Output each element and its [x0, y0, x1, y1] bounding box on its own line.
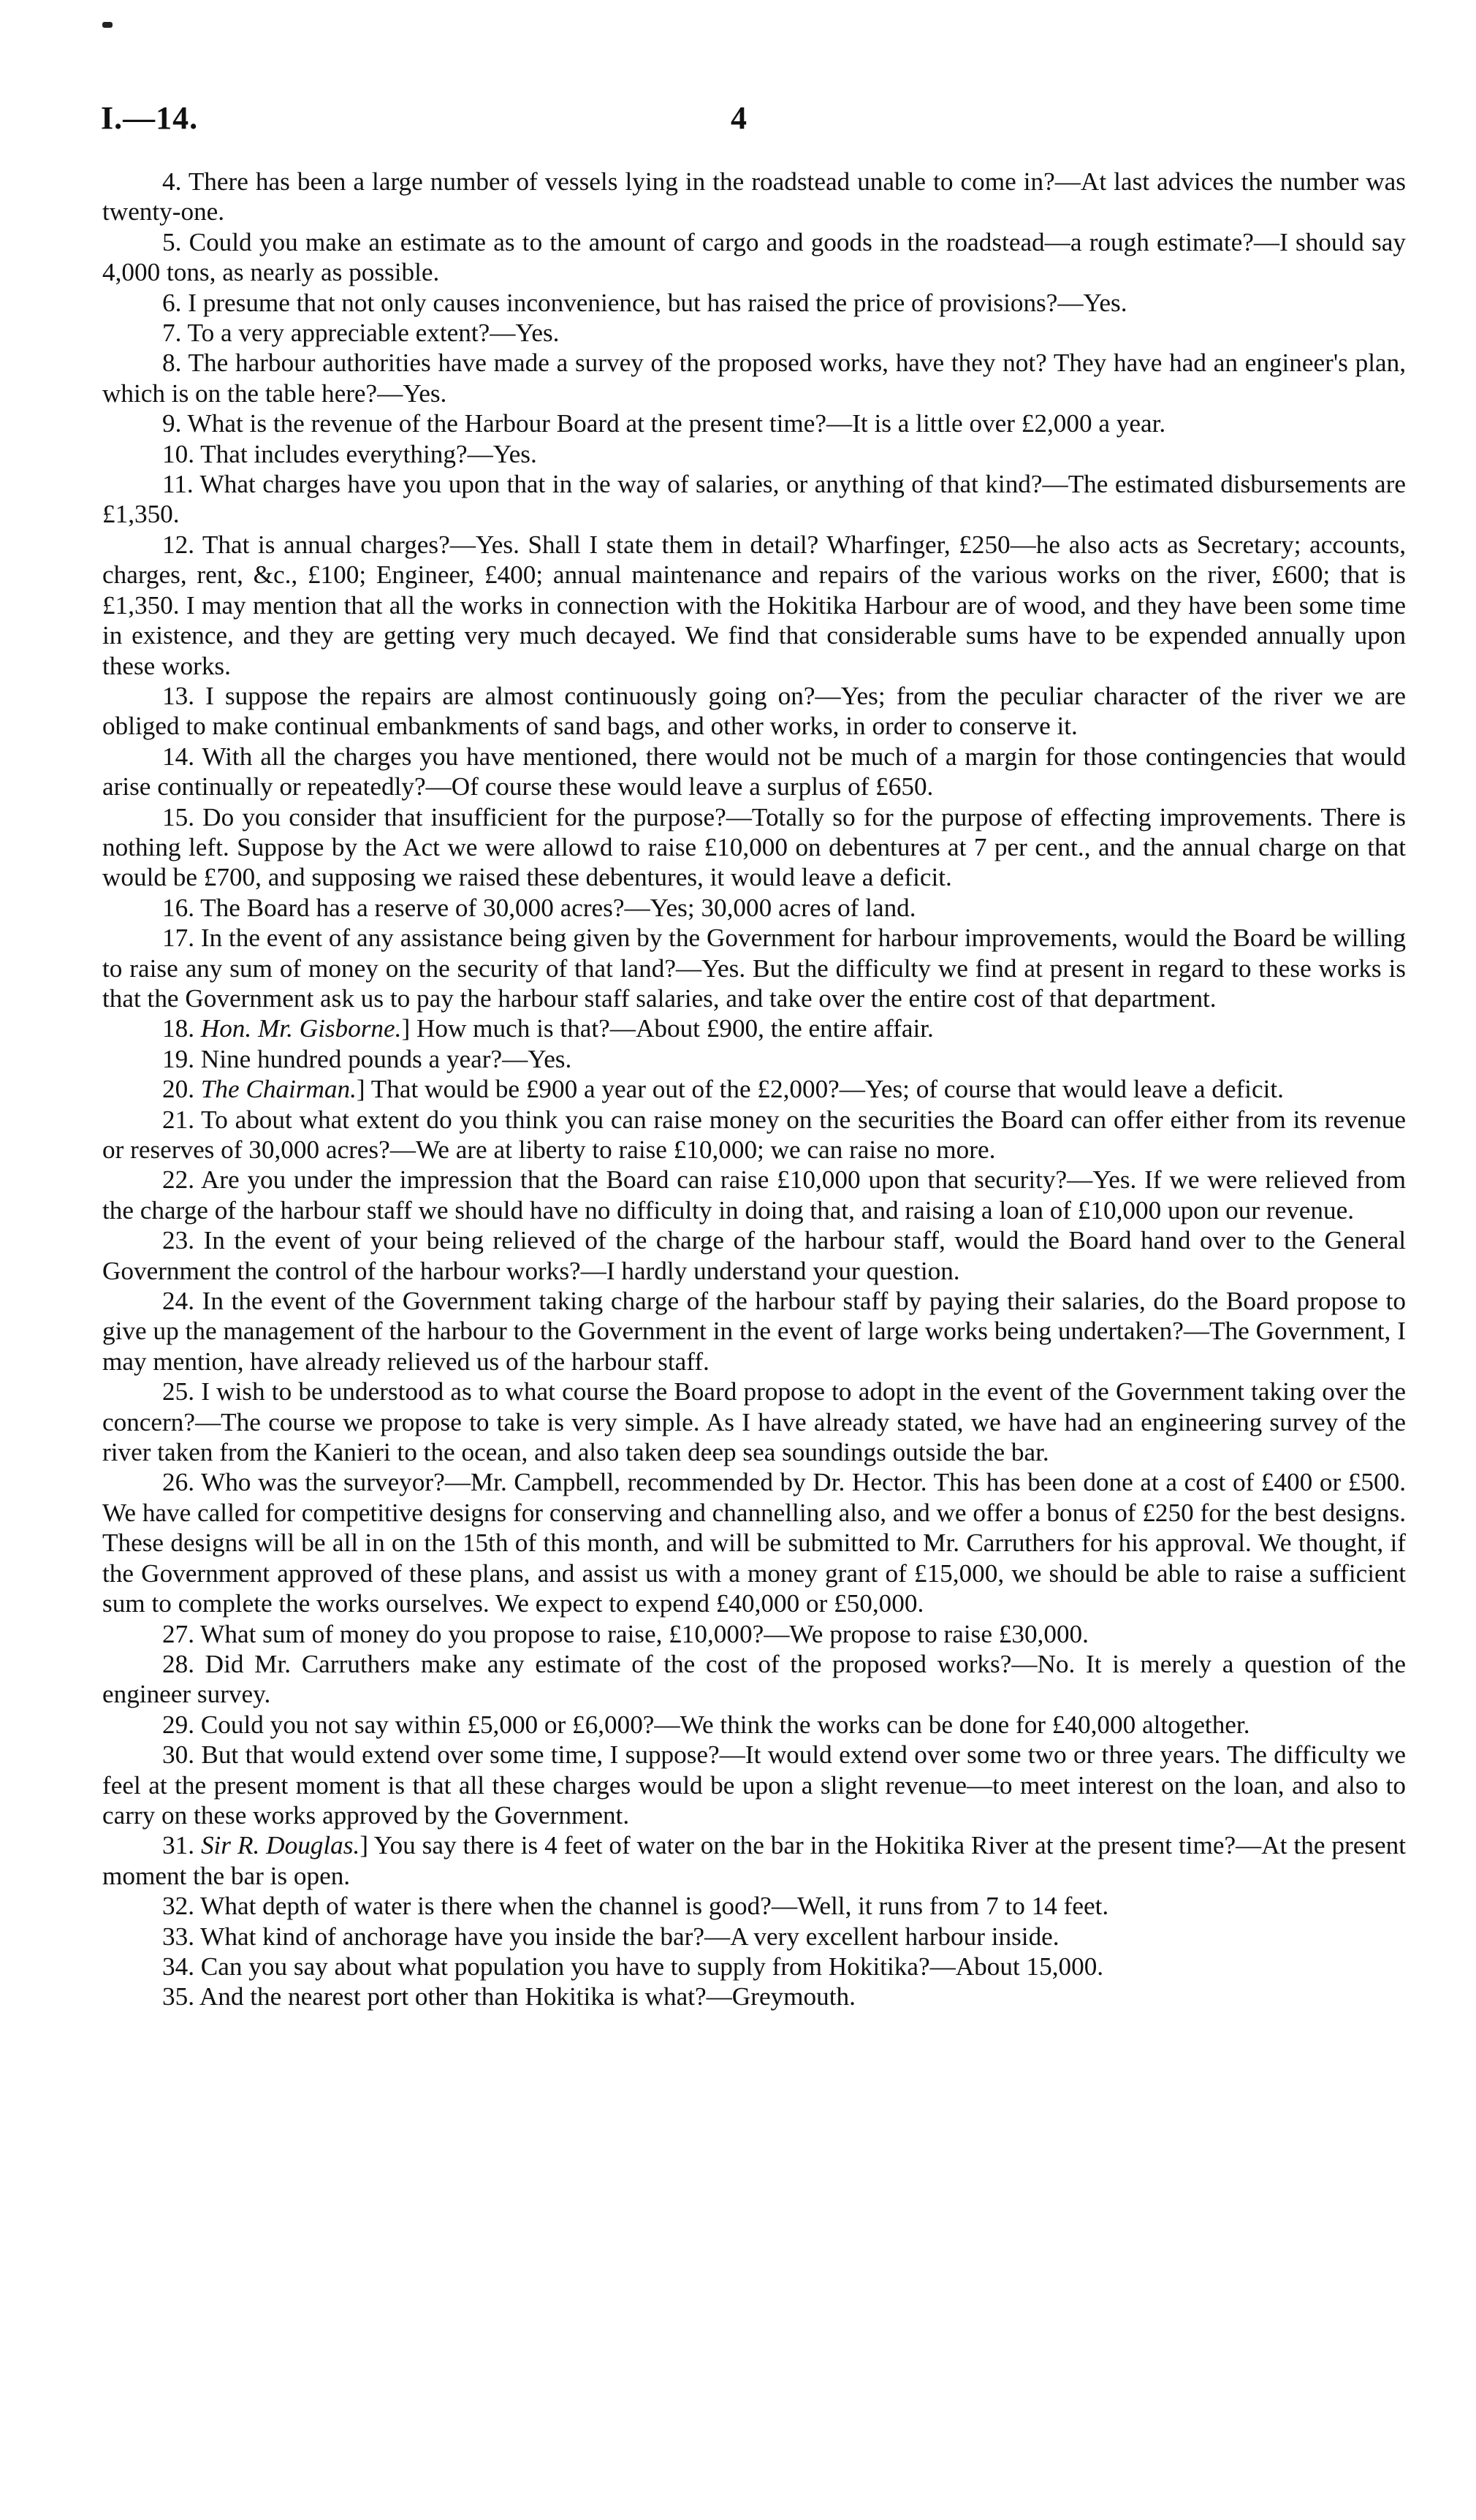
page-number: 4	[731, 100, 747, 136]
question-answer-paragraph: 12. That is annual charges?—Yes. Shall I state them in detail? Wharfinger, £250—he also acts as Secretary; accounts, charges, rent, &c., £100; Engineer, £400; annual maintenance and repairs of the various works on the river, £600; that is £1,350. I may mention that all the works in connection with the Hokitika Harbour are of wood, and they have been some time in existence, and they are getting very much decayed. We find that considerable sums have to be expended annually upon these works.	[102, 530, 1406, 680]
question-answer-paragraph: 27. What sum of money do you propose to raise, £10,000?—We propose to raise £30,000.	[162, 1619, 1089, 1648]
question-answer-paragraph: 22. Are you under the impression that the Board can raise £10,000 upon that security?—Yes. If we were relieved from the charge of the harbour staff we should have no difficulty in doing that, and raising a loan of £10,000 upon our revenue.	[102, 1165, 1406, 1225]
question-number: 20.	[162, 1075, 194, 1104]
paragraph-text: ] How much is that?—About £900, the entire affair.	[401, 1014, 934, 1043]
question-number: 18.	[162, 1014, 194, 1043]
speaker-name: The Chairman.	[200, 1075, 357, 1104]
ink-mark	[102, 22, 113, 28]
question-answer-paragraph: 19. Nine hundred pounds a year?—Yes.	[162, 1044, 572, 1073]
paragraph-text: ] That would be £900 a year out of the £2,000?—Yes; of course that would leave a deficit.	[356, 1075, 1284, 1104]
question-answer-paragraph	[102, 1074, 1406, 1104]
question-answer-paragraph: 28. Did Mr. Carruthers make any estimate of the cost of the proposed works?—No. It is merely a question of the engineer survey.	[102, 1649, 1406, 1709]
question-answer-paragraph: 5. Could you make an estimate as to the amount of cargo and goods in the roadstead—a rough estimate?—I should say 4,000 tons, as nearly as possible.	[102, 227, 1406, 287]
speaker-name: Sir R. Douglas.	[200, 1831, 360, 1860]
question-answer-paragraph: 24. In the event of the Government taking charge of the harbour staff by paying their salaries, do the Board propose to give up the management of the harbour to the Government in the event of large works being undertaken?—The Government, I may mention, have already relieved us of the harbour staff.	[102, 1287, 1406, 1376]
question-answer-paragraph: 30. But that would extend over some time, I suppose?—It would extend over some two or three years. The difficulty we feel at the present moment is that all these charges would be upon a slight revenue—to meet interest on the loan, and also to carry on these works approved by the Government.	[102, 1740, 1406, 1830]
question-answer-paragraph: 9. What is the revenue of the Harbour Board at the present time?—It is a little over £2,000 a year.	[162, 409, 1166, 438]
question-number: 31.	[162, 1831, 194, 1860]
question-answer-paragraph: 33. What kind of anchorage have you inside the bar?—A very excellent harbour inside.	[162, 1922, 1060, 1951]
document-reference: I.—14.	[101, 100, 199, 136]
question-answer-paragraph: 21. To about what extent do you think you can raise money on the securities the Board can offer either from its revenue or reserves of 30,000 acres?—We are at liberty to raise £10,000; we can raise no more.	[102, 1105, 1406, 1164]
question-answer-paragraph: 34. Can you say about what population you have to supply from Hokitika?—About 15,000.	[162, 1952, 1104, 1981]
question-answer-paragraph: 23. In the event of your being relieved of the charge of the harbour staff, would the Board hand over to the General Government the control of the harbour works?—I hardly understand your question.	[102, 1226, 1406, 1285]
speaker-name: Hon. Mr. Gisborne.	[200, 1014, 402, 1043]
question-answer-paragraph: 25. I wish to be understood as to what course the Board propose to adopt in the event of the Government taking over the concern?—The course we propose to take is very simple. As I have already stated, we have had an engineering survey of the river taken from the Kanieri to the ocean, and also taken deep sea soundings outside the bar.	[102, 1377, 1406, 1467]
question-answer-paragraph: 7. To a very appreciable extent?—Yes.	[162, 319, 560, 348]
question-answer-paragraph	[102, 1830, 1406, 1891]
question-answer-paragraph: 6. I presume that not only causes inconvenience, but has raised the price of provisions?—Yes.	[162, 288, 1127, 317]
question-answer-paragraph: 10. That includes everything?—Yes.	[162, 439, 537, 468]
question-answer-paragraph: 26. Who was the surveyor?—Mr. Campbell, recommended by Dr. Hector. This has been done at a cost of £400 or £500. We have called for competitive designs for conserving and channelling also, and we offer a bonus of £250 for the best designs. These designs will be all in on the 15th of this month, and will be submitted to Mr. Carruthers for his approval. We thought, if the Government approved of these plans, and assist us with a money grant of £15,000, we should be able to raise a sufficient sum to complete the works ourselves. We expect to expend £40,000 or £50,000.	[102, 1468, 1406, 1618]
question-answer-paragraph: 11. What charges have you upon that in the way of salaries, or anything of that kind?—The estimated disbursements are £1,350.	[102, 470, 1406, 529]
paragraph-text: ] You say there is 4 feet of water on the bar in the Hokitika River at the present time?—At the present moment the bar is open.	[102, 1831, 1406, 1890]
question-answer-paragraph: 35. And the nearest port other than Hokitika is what?—Greymouth.	[162, 1982, 856, 2011]
question-answer-paragraph: 16. The Board has a reserve of 30,000 acres?—Yes; 30,000 acres of land.	[162, 893, 916, 922]
testimony-text	[102, 167, 1406, 2012]
question-answer-paragraph: 4. There has been a large number of vessels lying in the roadstead unable to come in?—At last advices the number was twenty-one.	[102, 167, 1406, 227]
page-header	[0, 99, 1476, 143]
question-answer-paragraph: 32. What depth of water is there when the channel is good?—Well, it runs from 7 to 14 feet.	[162, 1892, 1109, 1921]
question-answer-paragraph: 17. In the event of any assistance being given by the Government for harbour improvements, would the Board be willing to raise any sum of money on the security of that land?—Yes. But the difficulty we find at present in regard to these works is that the Government ask us to pay the harbour staff salaries, and take over the entire cost of that department.	[102, 924, 1406, 1013]
question-answer-paragraph: 29. Could you not say within £5,000 or £6,000?—We think the works can be done for £40,000 altogether.	[162, 1710, 1250, 1739]
question-answer-paragraph: 13. I suppose the repairs are almost continuously going on?—Yes; from the peculiar character of the river we are obliged to make continual embankments of sand bags, and other works, in order to conserve it.	[102, 681, 1406, 741]
question-answer-paragraph	[102, 1013, 1406, 1043]
question-answer-paragraph: 15. Do you consider that insufficient for the purpose?—Totally so for the purpose of effecting improvements. There is nothing left. Suppose by the Act we were allowd to raise £10,000 on debentures at 7 per cent., and the annual charge on that would be £700, and supposing we raised these debentures, it would leave a deficit.	[102, 802, 1406, 892]
question-answer-paragraph: 8. The harbour authorities have made a survey of the proposed works, have they not? They have had an engineer's plan, which is on the table here?—Yes.	[102, 349, 1406, 408]
question-answer-paragraph: 14. With all the charges you have mentioned, there would not be much of a margin for those contingencies that would arise continually or repeatedly?—Of course these would leave a surplus of £650.	[102, 742, 1406, 802]
